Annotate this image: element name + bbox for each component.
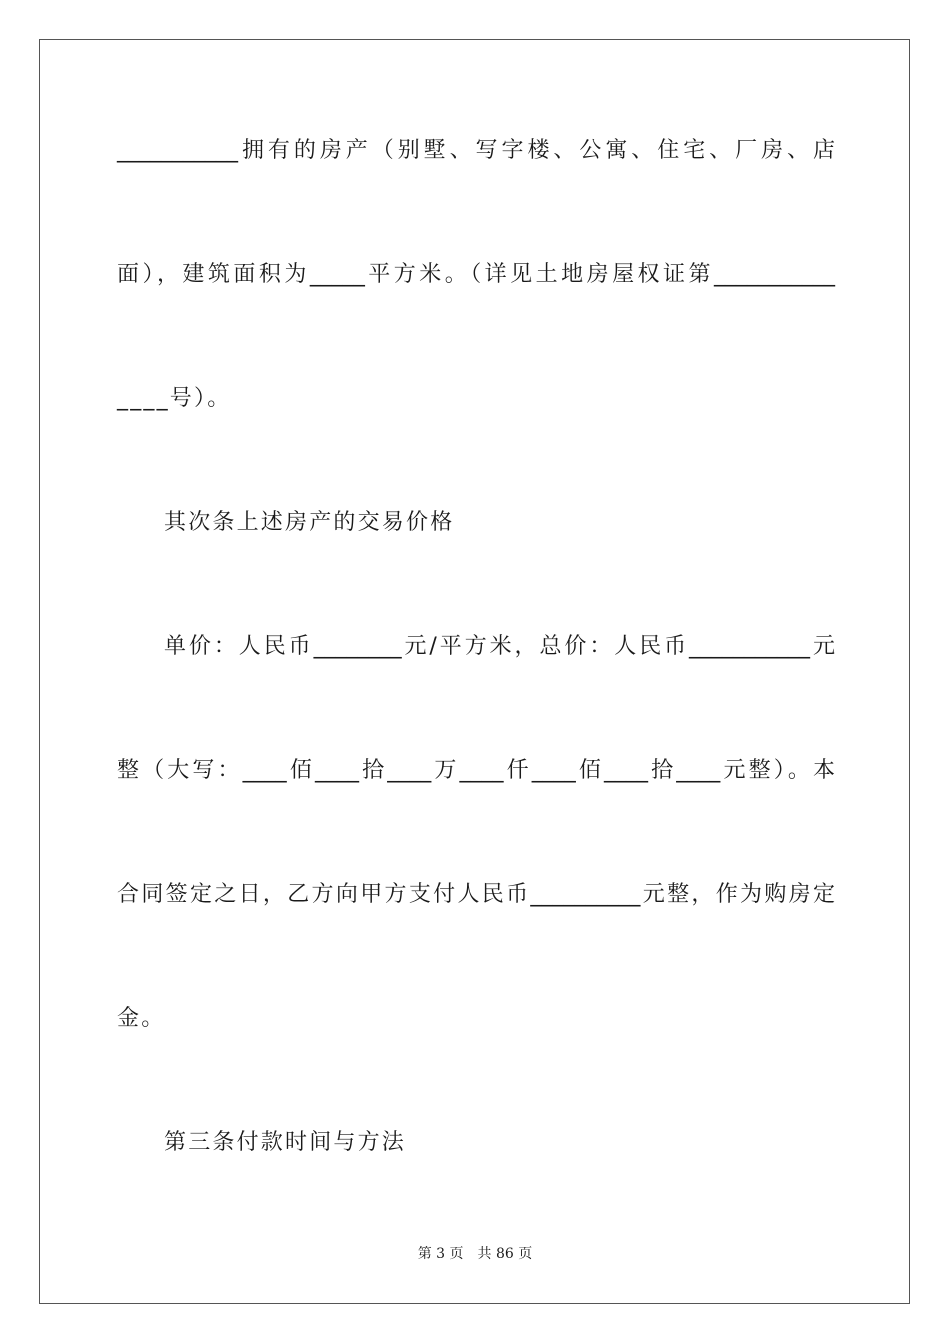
paragraph-line: 整（大写：____佰____拾____万____仟____佰____拾____元整）。本 [117,758,835,783]
paragraph-line: 单价：人民币________元/平方米，总价：人民币___________元 [164,634,835,659]
page-border [39,39,910,1304]
section-heading-price: 其次条上述房产的交易价格 [164,510,455,535]
paragraph-line: 金。 [117,1006,166,1031]
paragraph-line: ___________拥有的房产（别墅、写字楼、公寓、住宅、厂房、店 [117,138,835,163]
paragraph-line: 合同签定之日，乙方向甲方支付人民币__________元整，作为购房定 [117,882,835,907]
section-heading-payment: 第三条付款时间与方法 [164,1130,407,1155]
paragraph-line: ____号）。 [117,386,232,411]
page-number-footer: 第 3 页 共 86 页 [417,1246,533,1262]
paragraph-line: 面），建筑面积为_____平方米。（详见土地房屋权证第___________ [117,262,835,287]
